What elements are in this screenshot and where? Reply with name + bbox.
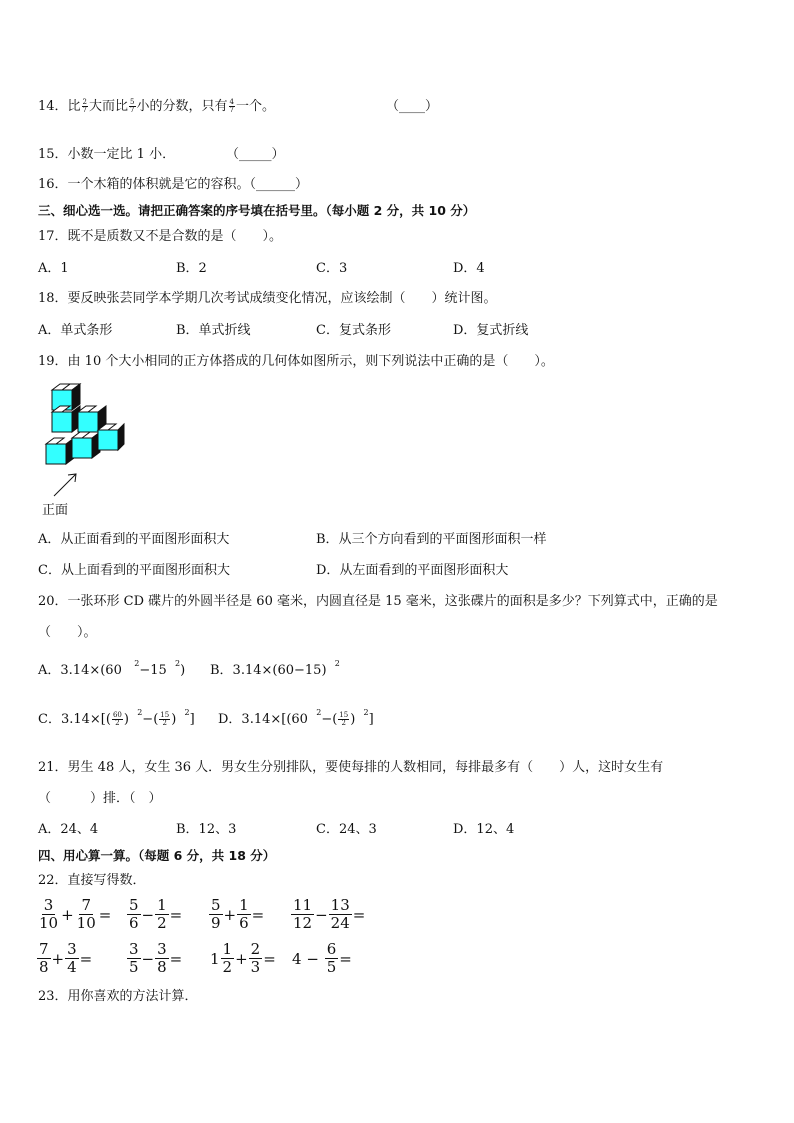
calc-expression-5[interactable] <box>36 942 92 975</box>
exponent: 2 <box>363 708 369 717</box>
front-arrow <box>54 474 76 496</box>
q18-option-b[interactable]: B．单式折线 <box>176 323 251 338</box>
operator: − <box>141 905 155 924</box>
q18-option-a[interactable]: A．单式条形 <box>38 323 113 338</box>
operator: + <box>235 949 248 968</box>
fraction-2-7: $\frac{2}{7}$ <box>82 98 88 114</box>
equals: = <box>169 949 183 968</box>
fraction: $\frac{1}{6}$ <box>239 896 249 932</box>
q21-option-b[interactable]: B．12、3 <box>176 822 237 837</box>
q18-option-d[interactable]: D．复式折线 <box>453 323 529 338</box>
operator: − <box>141 949 155 968</box>
equals: = <box>98 905 112 924</box>
close-paren: ) <box>350 712 356 727</box>
close-paren: ) <box>123 712 129 727</box>
question-18: 18．要反映张芸同学本学期几次考试成绩变化情况，应该绘制（ ）统计图。 <box>38 291 497 306</box>
equals: = <box>339 949 352 968</box>
q15-answer-blank[interactable]: （_____） <box>226 147 285 162</box>
operator: + <box>51 949 65 968</box>
calc-expression-1[interactable] <box>36 898 111 931</box>
q14-text-b: 大而比 <box>89 99 129 114</box>
section-4-heading: 四、用心算一算。（每题 6 分，共 18 分） <box>38 848 276 863</box>
q17-option-a[interactable]: A．1 <box>38 261 69 276</box>
calc-expression-6[interactable] <box>126 942 182 975</box>
calc-expression-8[interactable] <box>292 942 352 975</box>
fraction: $\frac{7}{8}$ <box>39 940 49 976</box>
fraction: $\frac{3}{5}$ <box>129 940 139 976</box>
q20-c-text: C．3.14×[( <box>38 712 111 727</box>
q20-a-text: A．3.14×(60 <box>38 663 122 678</box>
question-19: 19．由 10 个大小相同的正方体搭成的几何体如图所示，则下列说法中正确的是（ ）。 <box>38 354 554 369</box>
front-view-label: 正面 <box>42 503 69 518</box>
q14-answer-blank[interactable]: （____） <box>386 99 439 114</box>
q19-option-a[interactable]: A．从正面看到的平面图形面积大 <box>38 532 230 547</box>
exponent: 2 <box>134 659 140 668</box>
question-21-line1: 21．男生 48 人，女生 36 人．男女生分别排队，要使每排的人数相同，每排最多有（ ）人，这时女生有 <box>38 760 664 775</box>
fraction-60-2: $\frac{60}{2}$ <box>112 711 122 727</box>
fraction: $\frac{5}{6}$ <box>129 896 139 932</box>
q17-option-b[interactable]: B．2 <box>176 261 207 276</box>
q19-option-c[interactable]: C．从上面看到的平面图形面积大 <box>38 563 230 578</box>
fraction: $\frac{1}{2}$ <box>222 940 233 976</box>
exponent: 2 <box>175 659 181 668</box>
operator: − <box>315 905 328 924</box>
q20-option-a[interactable] <box>38 659 186 680</box>
q21-option-d[interactable]: D．12、4 <box>453 822 515 837</box>
minus-open-paren: −( <box>142 712 159 727</box>
fraction: $\frac{3}{8}$ <box>157 940 167 976</box>
whole-number: 1 <box>210 949 220 968</box>
q20-a-minus: −15 <box>139 663 167 678</box>
question-21-line2[interactable]: （ ）排．（ ） <box>38 791 162 806</box>
fraction: $\frac{6}{5}$ <box>326 940 337 976</box>
cube-stack <box>46 384 124 464</box>
fraction: $\frac{7}{10}$ <box>76 896 96 932</box>
question-22: 22．直接写得数． <box>38 873 146 888</box>
question-16[interactable]: 16．一个木箱的体积就是它的容积。（______） <box>38 177 309 192</box>
equals: = <box>251 905 265 924</box>
q18-option-c[interactable]: C．复式条形 <box>316 323 391 338</box>
exponent: 2 <box>334 659 340 668</box>
fraction: $\frac{2}{3}$ <box>250 940 261 976</box>
section-3-heading: 三、细心选一选。请把正确答案的序号填在括号里。（每小题 2 分，共 10 分） <box>38 203 476 218</box>
exponent: 2 <box>184 708 190 717</box>
exponent: 2 <box>137 708 143 717</box>
q20-option-b[interactable] <box>210 659 340 680</box>
q20-option-d[interactable] <box>218 708 374 729</box>
q14-text-a: 14．比 <box>38 99 81 114</box>
close-paren: ) <box>180 663 186 678</box>
close-bracket: ] <box>368 712 374 727</box>
question-15: 15．小数一定比 1 小． <box>38 147 176 162</box>
fraction-4-7: $\frac{4}{7}$ <box>229 98 234 114</box>
fraction: $\frac{11}{12}$ <box>293 896 313 932</box>
question-23: 23．用你喜欢的方法计算． <box>38 989 198 1004</box>
operator: − <box>306 949 319 968</box>
q21-option-c[interactable]: C．24、3 <box>316 822 377 837</box>
cube <box>98 424 124 450</box>
fraction: $\frac{1}{2}$ <box>157 896 167 932</box>
q17-option-d[interactable]: D．4 <box>453 261 485 276</box>
q17-option-c[interactable]: C．3 <box>316 261 348 276</box>
equals: = <box>263 949 276 968</box>
calc-expression-2[interactable] <box>126 898 182 931</box>
operator: + <box>223 905 237 924</box>
q20-paren[interactable]: （ ）。 <box>38 625 97 640</box>
q21-option-a[interactable]: A．24、4 <box>38 822 99 837</box>
fraction-15-2: $\frac{15}{2}$ <box>339 711 349 727</box>
question-17: 17．既不是质数又不是合数的是（ ）。 <box>38 229 283 244</box>
equals: = <box>169 905 183 924</box>
exponent: 2 <box>316 708 322 717</box>
cube <box>46 438 74 464</box>
whole-number: 4 <box>292 949 302 968</box>
cube <box>72 432 100 458</box>
q19-option-b[interactable]: B．从三个方向看到的平面图形面积一样 <box>316 532 547 547</box>
operator: + <box>61 905 74 924</box>
q20-d-text: D．3.14×[(60 <box>218 712 308 727</box>
fraction-15-2: $\frac{15}{2}$ <box>160 711 170 727</box>
equals: = <box>352 905 366 924</box>
q19-option-d[interactable]: D．从左面看到的平面图形面积大 <box>316 563 509 578</box>
q20-option-c[interactable] <box>38 708 195 729</box>
q14-text-d: 一个。 <box>235 99 275 114</box>
close-bracket: ] <box>189 712 195 727</box>
close-paren: ) <box>171 712 177 727</box>
calc-expression-7[interactable] <box>210 942 276 975</box>
fraction: $\frac{3}{4}$ <box>67 940 77 976</box>
cube-stack-figure <box>40 382 130 502</box>
calc-expression-4[interactable] <box>290 898 365 931</box>
question-20: 20．一张环形 CD 碟片的外圆半径是 60 毫米，内圆直径是 15 毫米，这张碟片的面积是多少？下列算式中，正确的是 <box>38 594 718 609</box>
equals: = <box>79 949 93 968</box>
fraction: $\frac{5}{9}$ <box>211 896 221 932</box>
q20-b-text: B．3.14×(60−15) <box>210 663 327 678</box>
fraction: $\frac{3}{10}$ <box>39 896 59 932</box>
fraction: $\frac{13}{24}$ <box>330 896 350 932</box>
minus-open-paren: −( <box>321 712 338 727</box>
question-14 <box>38 99 275 115</box>
q14-text-c: 小的分数，只有 <box>136 99 228 114</box>
fraction-5-7: $\frac{5}{7}$ <box>130 98 135 114</box>
calc-expression-3[interactable] <box>208 898 264 931</box>
